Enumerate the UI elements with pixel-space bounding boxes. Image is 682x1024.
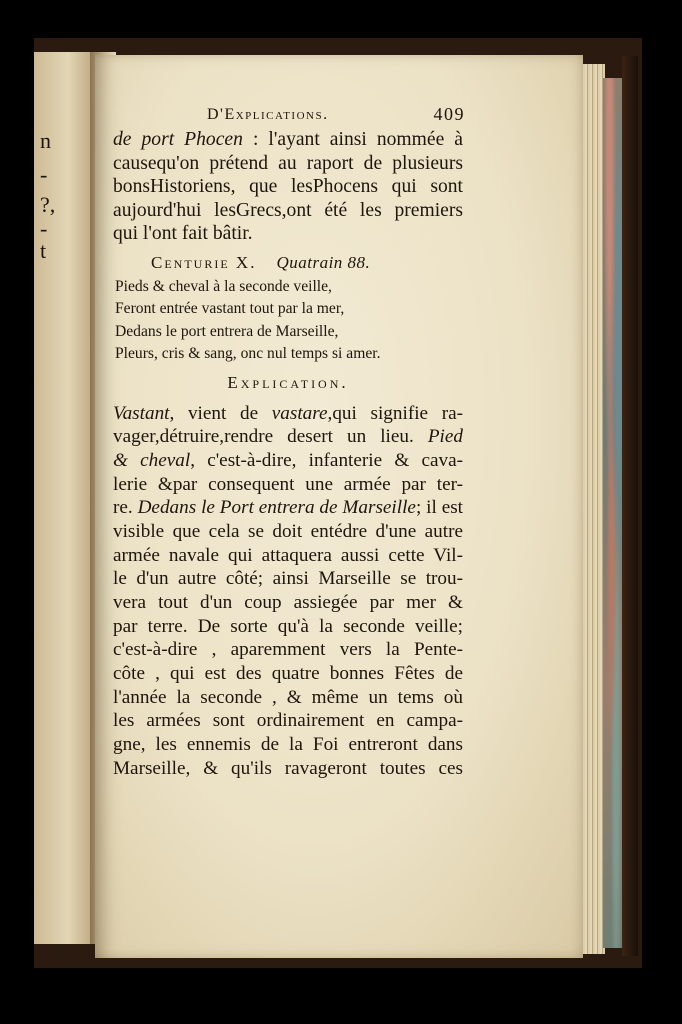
verse-line: Pleurs, cris & sang, onc nul temps si amer. [115,345,381,363]
text-line: qui l'ont fait bâtir. [113,223,253,245]
text-line: vager,détruire,rendre desert un lieu. Pied [113,426,463,448]
left-fragment: n [40,128,51,153]
centurie-label: Centurie X. [151,252,257,272]
text-line: par terre. De sorte qu'à la seconde veille; [113,615,463,637]
verse-line: Pieds & cheval à la seconde veille, [115,277,332,295]
running-head-title: D'Explications. [207,106,329,123]
text-line: c'est-à-dire , aparemment vers la Pente- [113,639,463,661]
text-line: armée navale qui attaquera aussi cette Vil- [113,544,463,566]
text-line: Marseille, & qu'ils ravageront toutes ces [113,757,463,779]
text-line: visible que cela se doit entédre d'une autre [113,520,463,542]
left-fragment: - [40,162,48,187]
text-line: les armées sont ordinairement en campa- [113,710,463,732]
quatrain [113,276,463,366]
text-line: lerie &par consequent une armée par ter- [113,473,463,495]
text-line: côte , qui est des quatre bonnes Fêtes de [113,663,463,685]
text-line: & cheval, c'est-à-dire, infanterie & cava- [113,449,463,471]
text-line: bonsHistoriens, que lesPhocens qui sont [113,176,463,198]
text-line: gne, les ennemis de la Foi entreront dans [113,734,463,756]
text-line: le d'un autre côté; ainsi Marseille se trou- [113,568,463,590]
section-heading [113,250,463,276]
text-line: vera tout d'un coup assiegée par mer & [113,592,463,614]
left-fragment: ?, [40,192,56,217]
page-text [113,102,463,781]
quatrain-label: Quatrain 88. [276,252,371,272]
text-line: Vastant, vient de vastare,qui signifie ra- [113,402,463,424]
cover-edge [622,56,638,956]
page-number: 409 [433,104,465,124]
paragraph-2 [113,402,463,781]
verse-line: Dedans le port entrera de Marseille, [115,322,339,340]
text-line: causequ'on prétend au raport de plusieurs [113,152,463,174]
verse-line: Feront entrée vastant tout par la mer, [115,300,345,318]
left-page-edge [34,52,96,944]
left-fragment: t [40,238,47,263]
paragraph-1 [113,128,463,246]
text-line: aujourd'hui lesGrecs,ont été les premiers [113,199,463,221]
running-head [113,102,463,128]
text-line: de port Phocen : l'ayant ainsi nommée à [113,129,463,150]
explication-heading: Explication. [227,372,349,392]
left-fragment: - [40,216,48,241]
text-line: re. Dedans le Port entrera de Marseille; il est [113,497,464,519]
text-line: l'année la seconde , & même un tems où [113,686,463,708]
